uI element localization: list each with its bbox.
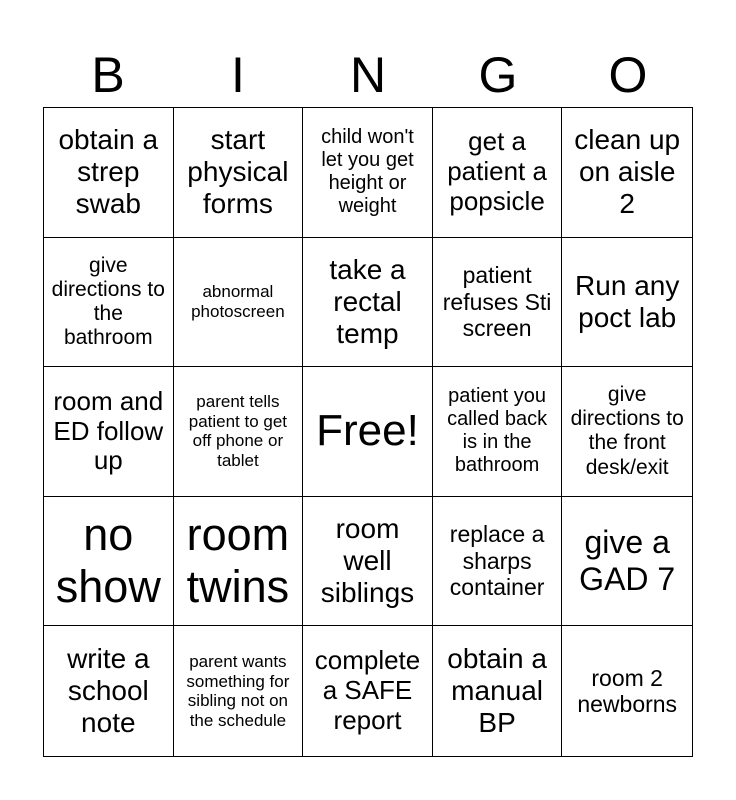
bingo-cell-r3-c1[interactable]: room and ED follow up [44,367,174,497]
bingo-card-grid [43,107,693,757]
bingo-cell-r1-c4[interactable]: get a patient a popsicle [433,108,563,238]
bingo-cell-r1-c1[interactable]: obtain a strep swab [44,108,174,238]
header-letter-o: O [608,47,648,103]
bingo-cell-r2-c4[interactable]: patient refuses Sti screen [433,238,563,368]
bingo-cell-r1-c5[interactable]: clean up on aisle 2 [562,108,692,238]
bingo-cell-r4-c4[interactable]: replace a sharps container [433,497,563,627]
bingo-cell-r2-c3[interactable]: take a rectal temp [303,238,433,368]
bingo-cell-r4-c2[interactable]: room twins [174,497,304,627]
header-letter-g: G [478,47,518,103]
bingo-cell-free-space[interactable]: Free! [303,367,433,497]
bingo-cell-r5-c2[interactable]: parent wants something for sibling not on the schedule [174,626,304,756]
bingo-cell-r2-c5[interactable]: Run any poct lab [562,238,692,368]
bingo-cell-r5-c5[interactable]: room 2 newborns [577,664,678,718]
bingo-cell-r2-c1[interactable]: give directions to the bathroom [44,238,174,368]
bingo-cell-r2-c2[interactable]: abnormal photoscreen [174,238,304,368]
bingo-cell-r3-c2[interactable]: parent tells patient to get off phone or tablet [174,367,304,497]
bingo-cell-r3-c4[interactable]: patient you called back is in the bathroom [433,367,563,497]
header-letter-i: I [231,47,245,103]
bingo-cell-r1-c3[interactable]: child won't let you get height or weight [303,108,433,238]
bingo-cell-r4-c5[interactable]: give a GAD 7 [562,497,692,627]
bingo-cell-r5-c4[interactable]: obtain a manual BP [433,626,563,756]
header-letter-b: B [91,47,125,103]
bingo-cell-r4-c1[interactable]: no show [44,497,174,627]
bingo-cell-r4-c3[interactable]: room well siblings [303,497,433,627]
bingo-header [43,44,693,106]
bingo-cell-r5-c1[interactable]: write a school note [44,626,174,756]
header-letter-n: N [349,47,387,103]
bingo-cell-r1-c2[interactable]: start physical forms [174,108,304,238]
bingo-cell-r3-c5[interactable]: give directions to the front desk/exit [562,367,692,497]
bingo-cell-r5-c3[interactable]: complete a SAFE report [303,626,433,756]
